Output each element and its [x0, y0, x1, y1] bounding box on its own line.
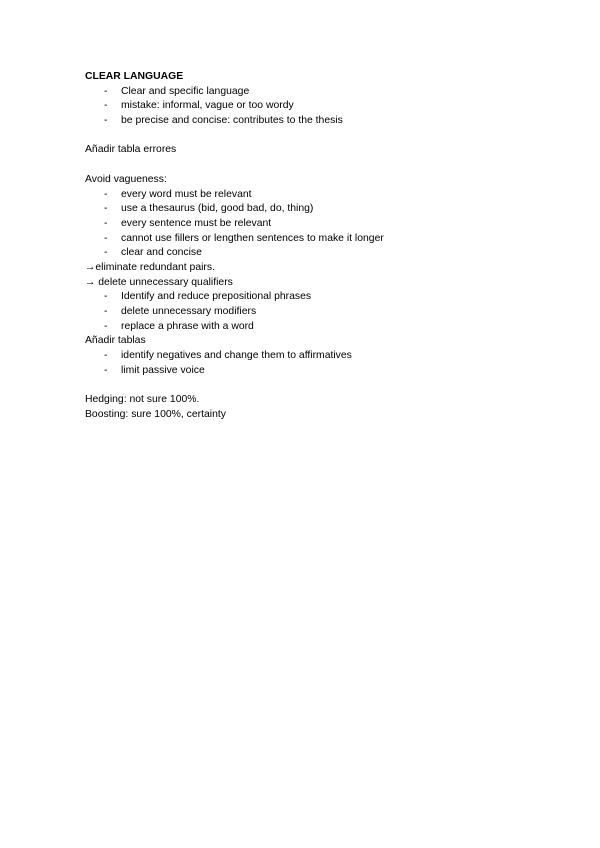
list-item-text: cannot use fillers or lengthen sentences to make it longer: [121, 232, 384, 244]
section-heading-avoid-vagueness: Avoid vagueness:: [85, 173, 167, 185]
note-add-tables: Añadir tablas: [85, 335, 146, 347]
list-item-text: limit passive voice: [121, 364, 205, 376]
dash-bullet: -: [104, 232, 108, 244]
note-add-errors-table: Añadir tabla errores: [85, 144, 177, 156]
list-item: [85, 246, 525, 261]
clear-language-list: [85, 85, 525, 129]
document-content: [85, 70, 525, 423]
dash-bullet: -: [104, 364, 108, 376]
list-item: [85, 364, 525, 379]
arrow-line-eliminate-pairs: →eliminate redundant pairs.: [85, 261, 215, 273]
list-item-text: use a thesaurus (bid, good bad, do, thing): [121, 203, 314, 215]
list-item-text: delete unnecessary modifiers: [121, 306, 257, 317]
list-item: [85, 232, 525, 247]
spacer: [85, 158, 525, 173]
affirmatives-list: [85, 349, 525, 378]
list-item: [85, 114, 525, 129]
dash-bullet: -: [104, 320, 108, 332]
dash-bullet: -: [104, 115, 108, 127]
boosting-line: Boosting: sure 100%, certainty: [85, 408, 226, 420]
dash-bullet: -: [104, 306, 108, 317]
spacer: [85, 129, 525, 144]
dash-bullet: -: [104, 247, 108, 259]
section-heading-clear-language: CLEAR LANGUAGE: [85, 71, 184, 82]
list-item: [85, 217, 525, 232]
arrow-line-delete-qualifiers: → delete unnecessary qualifiers: [85, 276, 233, 288]
list-item: [85, 305, 525, 320]
list-item-text: clear and concise: [121, 247, 202, 259]
spacer: [85, 378, 525, 393]
list-item: [85, 202, 525, 217]
list-item-text: every word must be relevant: [121, 188, 252, 200]
list-item-text: replace a phrase with a word: [121, 320, 254, 332]
dash-bullet: -: [104, 203, 108, 215]
list-item: [85, 320, 525, 335]
qualifiers-list: [85, 290, 525, 334]
list-item-text: every sentence must be relevant: [121, 217, 272, 229]
dash-bullet: -: [104, 217, 108, 229]
list-item-text: be precise and concise: contributes to the thesis: [121, 115, 343, 127]
avoid-vagueness-list: [85, 188, 525, 261]
list-item: [85, 290, 525, 305]
dash-bullet: -: [104, 100, 108, 112]
dash-bullet: -: [104, 85, 108, 97]
list-item: [85, 349, 525, 364]
dash-bullet: -: [104, 350, 108, 362]
list-item: [85, 99, 525, 114]
list-item: [85, 85, 525, 100]
dash-bullet: -: [104, 188, 108, 200]
dash-bullet: -: [104, 291, 108, 303]
list-item-text: identify negatives and change them to affirmatives: [121, 350, 352, 362]
hedging-line: Hedging: not sure 100%.: [85, 394, 200, 406]
list-item-text: Identify and reduce prepositional phrases: [121, 291, 312, 303]
list-item-text: mistake: informal, vague or too wordy: [121, 100, 294, 112]
list-item-text: Clear and specific language: [121, 85, 250, 97]
list-item: [85, 188, 525, 203]
